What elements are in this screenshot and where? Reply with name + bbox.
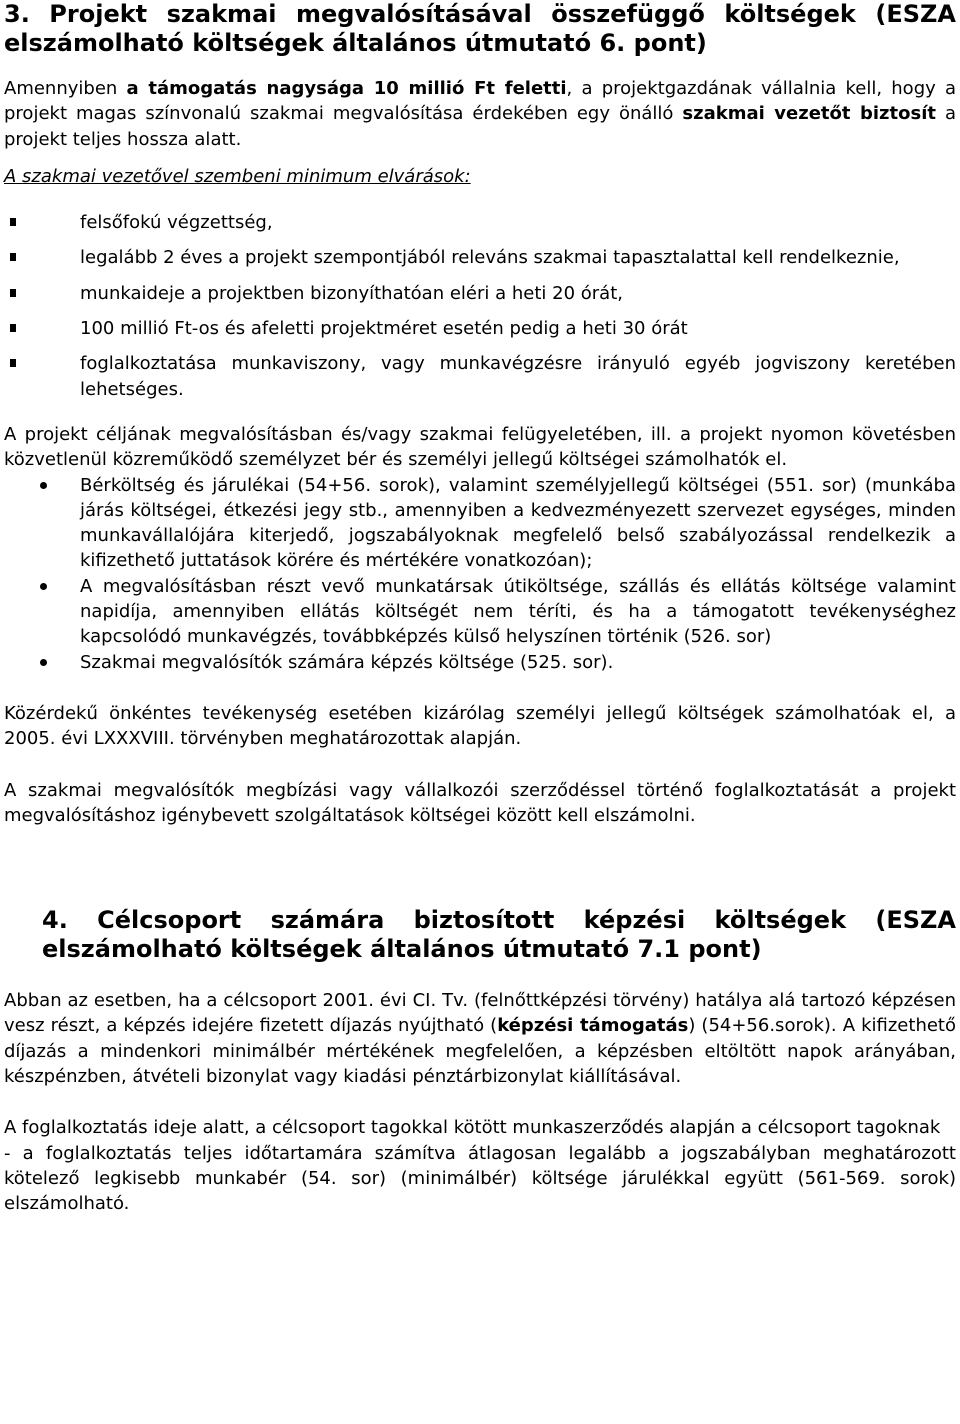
requirements-title: A szakmai vezetővel szembeni minimum elvárások: — [4, 165, 471, 187]
intro-bold-2: szakmai vezetőt biztosít — [682, 103, 936, 125]
square-bullet-icon — [10, 324, 16, 332]
round-bullet-icon — [40, 583, 47, 590]
round-bullet-icon — [40, 659, 47, 666]
list-item: Bérköltség és járulékai (54+56. sorok), valamint személyjellegű költségei (551. sor) (munkába járás költségei, étkezési jegy stb., amennyiben a kedvezményezett szervezet egységes, minden munkavállalójára kiterjedő, jogszabályoknak megfelelő belső szabályozással rendelkezik a kifizethető juttatások körére és mértékére vonatkozóan); — [4, 473, 956, 574]
list-item: felsőfokú végzettség, — [4, 210, 956, 235]
section-4-heading: 4. Célcsoport számára biztosított képzési költségek (ESZA elszámolható költségek általános útmutató 7.1 pont) — [42, 906, 956, 964]
training-support-bold: képzési támogatás — [497, 1015, 689, 1037]
section-3-heading: 3. Projekt szakmai megvalósításával összefüggő költségek (ESZA elszámolható költségek általános útmutató 6. pont) — [4, 0, 956, 57]
volunteer-paragraph: Közérdekű önkéntes tevékenység esetében kizárólag személyi jellegű költségek számolhatóak el, a 2005. évi LXXXVIII. törvényben meghatározottak alapján. — [4, 702, 956, 750]
list-item: Szakmai megvalósítók számára képzés költsége (525. sor). — [4, 650, 956, 675]
list-item: foglalkoztatása munkaviszony, vagy munkavégzésre irányuló egyéb jogviszony keretében lehetséges. — [4, 351, 956, 402]
contract-paragraph: A szakmai megvalósítók megbízási vagy vállalkozói szerződéssel történő foglalkoztatását a projekt megvalósításhoz igénybevett szolgáltatások költségei között kell elszámolni. — [4, 779, 956, 826]
list-item: munkaideje a projektben bizonyíthatóan eléri a heti 20 órát, — [4, 281, 956, 306]
intro-text-1: Amennyiben — [4, 78, 127, 99]
cost-items-list — [4, 473, 956, 675]
intro-bold-1: a támogatás nagysága 10 millió Ft feletti — [126, 78, 567, 99]
section-4-paragraph-3: - a foglalkoztatás teljes időtartamára számítva átlagosan legalább a jogszabályban meghatározott kötelező legkisebb munkabér (54. sor) (minimálbér) költsége járulékkal együtt (561-569. sorok) elszámolható. — [4, 1142, 956, 1215]
square-bullet-icon — [10, 218, 16, 226]
list-item: 100 millió Ft-os és afeletti projektméret esetén pedig a heti 30 órát — [4, 316, 956, 341]
list-item: A megvalósításban részt vevő munkatársak útiköltsége, szállás és ellátás költsége valamint napidíja, amennyiben ellátás költségét nem téríti, és ha a támogatott tevékenységhez kapcsolódó munkavégzés, továbbképzés külső helyszínen történik (526. sor) — [4, 574, 956, 650]
requirements-list — [4, 210, 956, 402]
square-bullet-icon — [10, 289, 16, 297]
section-4-paragraph-1: Abban az esetben, ha a célcsoport 2001. évi CI. Tv. (felnőttképzési törvény) hatálya alá tartozó képzésen vesz részt, a képzés idejére fizetett díjazás nyújtható (képzési támogatás) (54+56.sorok). A kifizethető díjazás a mindenkori minimálbér mértékének megfelelően, a képzésben eltöltött napok arányában, készpénzben, átvételi bizonylat vagy kiadási pénztárbizonylat kiállításával. — [4, 990, 956, 1088]
section-4-paragraph-2: A foglalkoztatás ideje alatt, a célcsoport tagokkal kötött munkaszerződés alapján a célcsoport tagoknak — [4, 1117, 941, 1139]
round-bullet-icon — [40, 482, 47, 489]
intro-text-3: a projekt teljes hossza alatt. — [4, 103, 956, 150]
section-3-intro — [4, 76, 956, 152]
intro-text-2: , a projektgazdának vállalnia kell, hogy a projekt magas színvonalú szakmai megvalósítása érdekében egy önálló — [4, 78, 957, 125]
square-bullet-icon — [10, 359, 16, 367]
square-bullet-icon — [10, 253, 16, 261]
list-item: legalább 2 éves a projekt szempontjából releváns szakmai tapasztalattal kell rendelkeznie, — [4, 245, 956, 270]
personnel-costs-paragraph: A projekt céljának megvalósításban és/vagy szakmai felügyeletében, ill. a projekt nyomon követésben közvetlenül közreműködő személyzet bér és személyi jellegű költségei számolhatók el. — [4, 423, 956, 471]
